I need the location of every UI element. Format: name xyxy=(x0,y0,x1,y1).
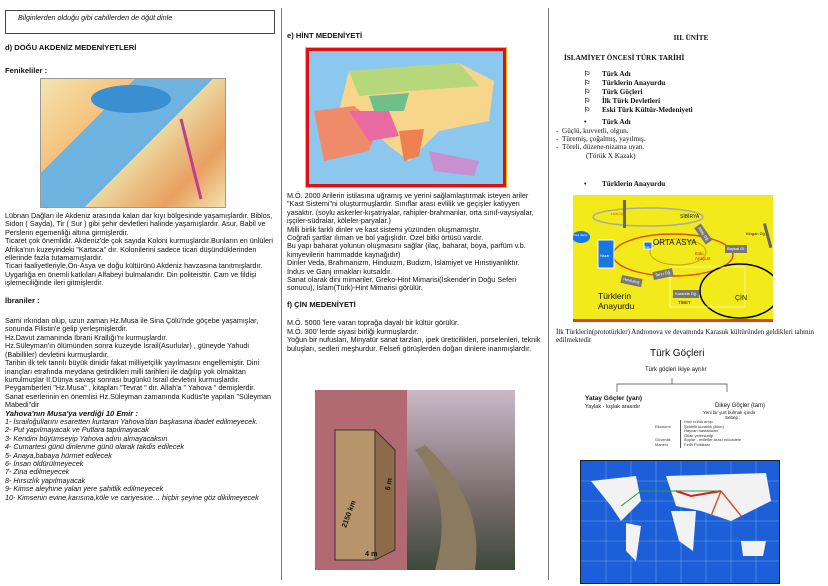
sebep-groups: Ekonomi Hızlı nüfus artışı Şiddetli kuraklık (iklim) Hayvan hastalıkları Otlak yetersizliği Güvenlik Boylar - milletler arası mücadele Manevi Fetih Politikası xyxy=(655,419,742,447)
wall-label: 2150 km xyxy=(339,499,358,529)
anayurt-map-image xyxy=(573,195,773,322)
gocler-title: Türk Göçleri xyxy=(650,348,705,359)
paragraph: Yoğun bir nufusları, Minyatür sanat tarzları, ipek üreticilikleri, porselenleri, teknik buluşları, sedleri meşhurdur. Felsefi görüşlerden doğan dinlere inanmışlardır. xyxy=(287,335,541,353)
dikey-gocler: Dikey Göçler (tam) xyxy=(715,403,766,409)
column-divider xyxy=(281,8,282,580)
world-migration-map-image xyxy=(580,460,780,584)
topic-item: ⚐ Türk Göçleri xyxy=(584,88,643,96)
topic-item: ⚐ Eski Türk Kültür-Medeniyeti xyxy=(584,106,693,114)
emir-item: 7- Zina edilmeyecek xyxy=(5,467,70,477)
map-label-karanlik: Karanlık Dğ. xyxy=(673,290,699,298)
topic-item: ⚐ İlk Türk Devletleri xyxy=(584,97,661,105)
paragraph: Bu yapı baharat yolunun oluşmasını sağlar (ilaç, baharat, boya, parfüm v.b. kimyevilerin hammadde kaynağıdır) xyxy=(287,241,526,259)
topic-item: ⚐ Türk Adı xyxy=(584,70,631,78)
paragraph: Lübnan Dağları ile Akdeniz arasında kalan dar kıyı bölgesinde yaşamışlardır. Biblos, Sidon ( Sayda), Tir ( Sur ) gibi şehir devletleri halinde yaşamışlardır. Asur, Babil ve Perslerin egemenliği altına girmişlerdir. xyxy=(5,211,273,237)
yatay-desc: Yaylak - kışlak arasıdır xyxy=(585,404,641,410)
section-heading-cin: f) ÇİN MEDENİYETİ xyxy=(287,299,356,309)
paragraph: Hz.Süleyman'ın ölümünden sonra kuzeyde İsrail(Asurlular) , güneyde Yahudi (Babilliler) devletini kurmuşlardır. xyxy=(5,341,250,359)
map-label-tibet: TİBET xyxy=(678,300,691,305)
note: (Törük X Kazak) xyxy=(586,151,636,160)
section-heading-dogu-akdeniz: d) DOĞU AKDENİZ MEDENİYETLERİ xyxy=(5,43,137,52)
quote-text: Bilginlerden olduğu gibi cahillerden de öğüt dinle xyxy=(18,13,173,22)
emir-item: 5- Anaya,babaya hürmet edilecek xyxy=(5,450,112,460)
map-label-aral: Aral xyxy=(644,245,650,249)
map-label-karadeniz: Kara deniz xyxy=(573,233,588,237)
map-label-tanri: Tanrı Dğ. xyxy=(652,268,674,280)
emir-title: Yahova'nın Musa'ya verdiği 10 Emir : xyxy=(5,408,138,418)
paragraph: Coğrafi şartlar ılıman ve bol yağışlıdır. Özel bitki örtüsü vardır. xyxy=(287,233,484,243)
anayurt-heading: • Türklerin Anayurdu xyxy=(584,180,666,188)
unit-title: III. ÜNİTE xyxy=(673,34,709,42)
hint-text xyxy=(287,192,545,353)
map-label-altay: Altay Dğ. xyxy=(694,224,712,245)
emir-item: 1- İsrailoğullarını esaretten kurtaran Yahova'dan başkasına ibadet edilmeyecek. xyxy=(5,416,258,426)
paragraph: M.Ö. 2000 Arilerin istilasına uğramış ve yerini sağlamlaştırmak isteyen ariler "Kast Sistemi"ni oluşturmuşlardır. Sınıflar arası evlilik ve geçişler katiyyen yasaktır. (soylu askerler-kışatriyalar, rahipler-brahmanlar, orta sınıf-vaysiyalar, işçiler-südralar, köleler-paryalar.) xyxy=(287,191,534,226)
paragraph: Sanat eserlerinin en önemlisi Hz.Süleyman zamanında Kudüs'te yapılan "Süleyman Mabedi"dir xyxy=(5,391,272,410)
gocler-subtitle: Türk göçleri ikiye ayrılır xyxy=(645,367,707,373)
paragraph: Sanat olarak dini mimariler, Greko-Hint Mimarisi(İskender'in Doğu Seferi sonucu), İslam(Türk)-Hint Mimarisi görülür. xyxy=(287,275,517,293)
column-divider xyxy=(548,8,549,580)
wall-label: 4 m xyxy=(365,549,378,558)
gocler-diagram xyxy=(575,350,805,458)
dikey-desc: Yeni bir yurt bulmak içindir xyxy=(703,410,756,415)
ibrani-title: İbraniler : xyxy=(5,295,40,305)
map-label-ural: Ural Dğ. xyxy=(611,211,626,216)
emir-item: 10- Kimsenin evine,karısına,köle ve cariyesine… hiçbir şeyine göz dikilmeyecek xyxy=(5,492,259,502)
topic-item: ⚐ Türklerin Anayurdu xyxy=(584,79,666,87)
paragraph: Milli birlik farklı dinler ve kast sistemi yüzünden oluşmamıştır. xyxy=(287,224,481,234)
turk-adi-list: - Güçlü, kuvvetli, olgun. - Türemiş, çoğalmış, yayılmış. - Töreli, düzene-nizama uyan. (Törük X Kazak) xyxy=(556,127,646,160)
paragraph: Sami ırkından olup, uzun zaman Hz.Musa ile Sina Çölü'nde göçebe yaşamışlar, sonunda Filistin'e gelip yerleşmişlerdir. xyxy=(5,316,259,334)
map-label-baykal: Baykal Gl. xyxy=(725,245,747,253)
list-item: Türemiş, çoğalmış, yayılmış. xyxy=(562,135,646,144)
asia-map-image xyxy=(306,48,506,187)
emir-item: 9- Kimse aleyhine yalan yere şahitlik edilmeyecek xyxy=(5,484,164,494)
list-item: Güçlü, kuvvetli, olgun. xyxy=(562,127,629,135)
paragraph: M.Ö. 300' lerde siyasi birliği kurmuşlardır. xyxy=(287,326,419,336)
paragraph: Ticaret çok önemlidir. Akdeniz'de çok sayıda Koloni kurmuşlardır.Bunların en ünlüleri Afrika'nın kuzeyindeki "Kartaca" dır. Kolonilerini sadece ticari düşündüklerinden ellerinde fazla tutamamışlardır. xyxy=(5,236,273,263)
map-label-hazar: Hazar xyxy=(600,254,610,258)
paragraph: Hz.Davut zamanında İbrani Krallığı'nı kurmuşlardır. xyxy=(5,332,168,342)
section-heading-hint: e) HİNT MEDENİYETİ xyxy=(287,31,363,40)
fenike-title: Fenikeliler : xyxy=(5,66,48,75)
fenike-text xyxy=(5,212,277,502)
list-item: Töreli, düzene-nizama uyan. xyxy=(562,143,645,152)
yatay-gocler: Yatay Göçler (yarı) xyxy=(585,395,643,402)
fenike-map-image xyxy=(40,78,226,208)
map-label-sibirya: SİBİRYA xyxy=(680,214,700,220)
map-label-eski-anayurt: Eski Anayurt xyxy=(695,251,711,261)
paragraph: Tarihin ilk tek tanrılı büyük dinidir fakat milliyetçilik yayılmasını engellemiştir. Dini inançları etrafında meydana getirdikleri milli tarihleri ile dağılıp yok olmaktan kurtulmuşlar II.Dünya savaşı sonrası bugünkü İsrail devletini kurmuşlardır. xyxy=(5,358,260,384)
map-label-hindukus: Hindukuş xyxy=(620,275,642,288)
page-title: İSLAMİYET ÖNCESİ TÜRK TARİHİ xyxy=(564,54,685,62)
paragraph: Peygamberleri "Hz.Musa" , kitapları "Tevrat " dır. Allah'a " Yahova " demişlerdir. xyxy=(5,383,256,393)
turk-adi-heading: • Türk Adı xyxy=(584,118,631,126)
emir-item: 2- Put yapılmayacak ve Putlara tapılmayacak xyxy=(5,425,149,435)
emir-item: 6- İnsan öldürülmeyecek xyxy=(5,458,84,468)
wall-label: 6 m xyxy=(382,477,395,491)
quote-box xyxy=(5,10,275,34)
paragraph: M.Ö. 5000 'lere varan toprağa dayalı bir kültür görülür. xyxy=(287,318,459,328)
paragraph: Ticari faaliyetleriyle,Ön-Asya ve doğu kültürünü Akdeniz havzasına tanıtmışlardır. Uygarlığa en önemli katkıları Alfabeyi bulmalarıdır. Din politeisttir. Cam ve fildişi işlemeciliğinde ileri gitmişlerdir. xyxy=(5,261,263,288)
paragraph: İndus ve Ganj ırmakları kutsaldır. xyxy=(287,266,393,276)
emir-item: 8- Hırsızlık yapılmayacak xyxy=(5,475,86,485)
map-title: Türklerin Anayurdu xyxy=(598,291,635,311)
map-label-orta-asya: ORTA ASYA xyxy=(653,238,697,247)
map-label-cin: ÇİN xyxy=(735,295,748,302)
paragraph: Dinler Veda, Brahmanizm, Hinduizm, Budizm, İslamiyet ve Hıristiyanlıktır. xyxy=(287,258,520,268)
sebep-label: Sebep : xyxy=(725,415,741,420)
map-label-kingan: Kingan Dğ. xyxy=(746,231,766,236)
great-wall-image xyxy=(315,390,515,570)
topic-list xyxy=(584,70,693,115)
andronova-paragraph: İlk Türklerin(prototürkler) Andronova ve devamında Karasuk kültüründen geldikleri tahmin edilmektedir xyxy=(556,328,815,345)
emir-item: 3- Kendini büyümseyip Yahova adını almayacaksın xyxy=(5,433,168,443)
emir-item: 4- Cumartesi günü dinlenme günü olarak takdis edilecek xyxy=(5,442,184,452)
